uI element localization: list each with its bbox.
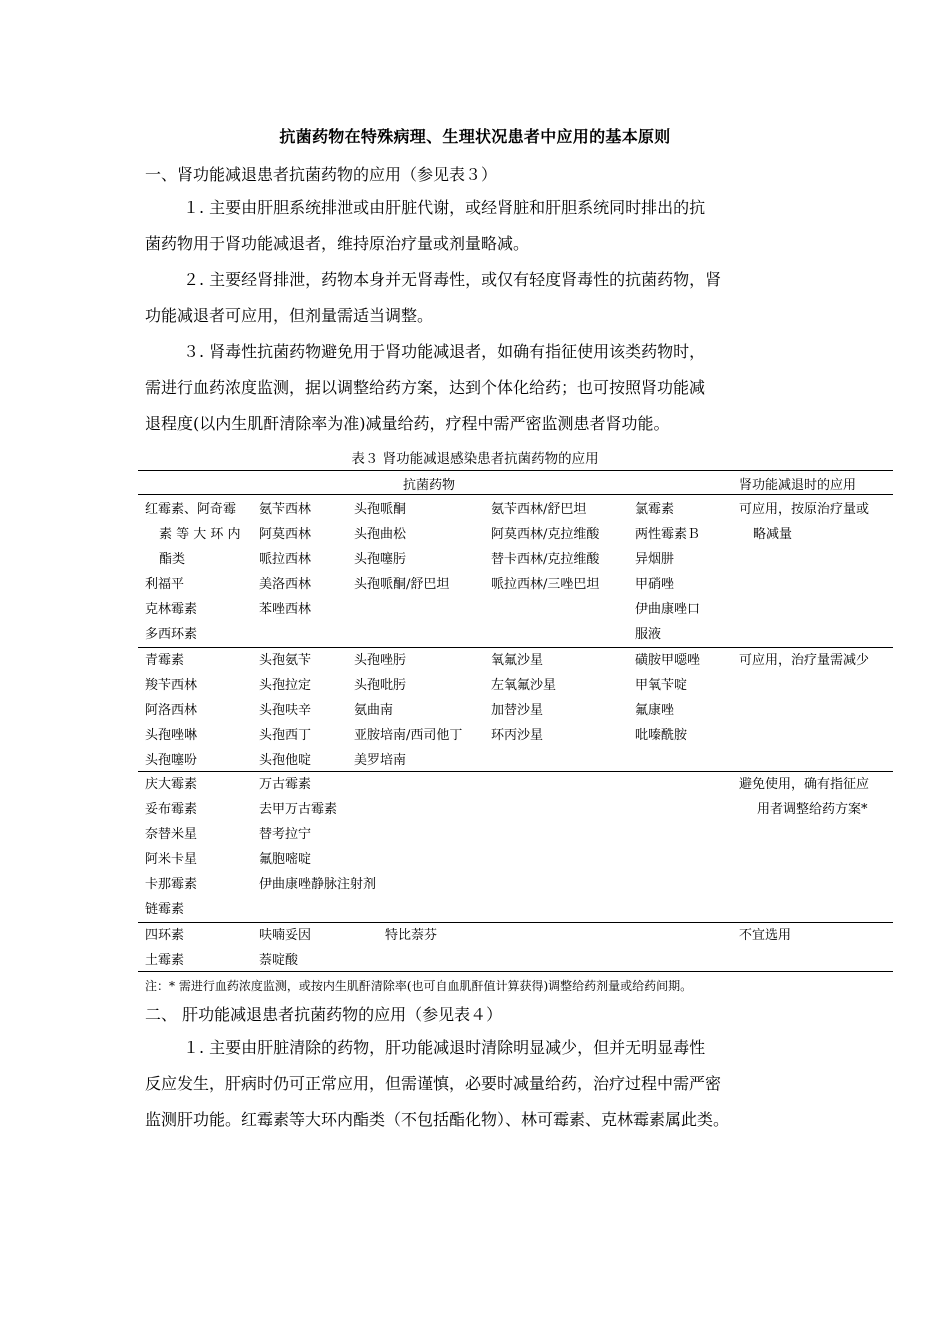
table-cell: 卡那霉素 [145,877,198,892]
table-group-2-col-4 [491,648,556,748]
table-group-4-col-3 [385,923,437,948]
table-cell: 头孢吡肟 [354,678,407,693]
table-cell: 略减量 [753,527,793,542]
table-cell: 美洛西林 [259,577,312,592]
table-header-rule [138,494,893,495]
table-cell: 奈替米星 [145,827,198,842]
table-group-2-usage [739,648,869,673]
table-cell: 可应用，按原治疗量或 [739,502,870,517]
table-group-3-usage [739,772,869,822]
table-group-1-col-4 [491,497,599,597]
table-cell: 苯唑西林 [259,602,312,617]
table-cell: 特比萘芬 [385,928,438,943]
table-cell: 哌拉西林/三唑巴坦 [491,577,600,592]
table-cell: 阿米卡星 [145,852,198,867]
table-cell: 氟康唑 [635,703,675,718]
table-cell: 去甲万古霉素 [259,802,338,817]
table-cell: 甲硝唑 [635,577,675,592]
table-cell: 美罗培南 [354,753,407,768]
table-header-usage: 肾功能减退时的应用 [739,478,857,493]
table-cell: 头孢哌酮 [354,502,407,517]
table-cell: 克林霉素 [145,602,198,617]
document-title: 抗菌药物在特殊病理、生理状况患者中应用的基本原则 [279,127,671,146]
table-header-drugs: 抗菌药物 [403,478,456,493]
table-cell: 头孢拉定 [259,678,312,693]
table-cell: 庆大霉素 [145,777,198,792]
table-cell: 吡嗪酰胺 [635,728,688,743]
table-cell: 替卡西林/克拉维酸 [491,552,600,567]
table-cell: 头孢氨苄 [259,653,312,668]
table-group-2-col-2 [259,648,311,773]
table-cell: 素 等 大 环 内 [159,527,241,542]
paragraph-line: １. 主要由肝胆系统排泄或由肝脏代谢，或经肾脏和肝胆系统同时排出的抗 [183,198,706,217]
table-cell: 头孢噻吩 [145,753,198,768]
table-cell: 青霉素 [145,653,185,668]
table-cell: 链霉素 [145,902,185,917]
table-cell: 头孢唑肟 [354,653,407,668]
table-cell: 多西环素 [145,627,198,642]
paragraph-line: 监测肝功能。红霉素等大环内酯类（不包括酯化物）、林可霉素、克林霉素属此类。 [145,1110,730,1129]
table-group-1-col-2 [259,497,311,622]
table-cell: 伊曲康唑静脉注射剂 [259,877,377,892]
paragraph-line: ２. 主要经肾排泄，药物本身并无肾毒性，或仅有轻度肾毒性的抗菌药物，肾 [183,270,722,289]
table-cell: 亚胺培南/西司他丁 [354,728,463,743]
table-cell: 环丙沙星 [491,728,544,743]
table-group-1-col-5 [635,497,700,647]
paragraph-line: 菌药物用于肾功能减退者，维持原治疗量或剂量略减。 [145,234,530,253]
table-cell: 头孢唑啉 [145,728,198,743]
table-cell: 加替沙星 [491,703,544,718]
table-cell: 氨曲南 [354,703,394,718]
table-cell: 氯霉素 [635,502,675,517]
paragraph-line: 退程度(以内生肌酐清除率为准)减量给药，疗程中需严密监测患者肾功能。 [145,414,670,433]
table-cell: 土霉素 [145,953,185,968]
paragraph-line: ３. 肾毒性抗菌药物避免用于肾功能减退者，如确有指征使用该类药物时， [183,342,706,361]
table-cell: 四环素 [145,928,185,943]
table-cell: 伊曲康唑口 [635,602,701,617]
table-cell: 异烟肼 [635,552,675,567]
table-top-rule [138,470,893,471]
table-cell: 羧苄西林 [145,678,198,693]
table-cell: 红霉素、阿奇霉 [145,502,237,517]
table-cell: 头孢他啶 [259,753,312,768]
table-cell: 不宜选用 [739,928,792,943]
paragraph-line: 功能减退者可应用，但剂量需适当调整。 [145,306,434,325]
paragraph-line: 反应发生，肝病时仍可正常应用，但需谨慎，必要时减量给药，治疗过程中需严密 [145,1074,722,1093]
table-cell: 头孢哌酮/舒巴坦 [354,577,450,592]
table-cell: 阿莫西林/克拉维酸 [491,527,600,542]
table-cell: 萘啶酸 [259,953,299,968]
section2-paragraph-1 [145,1030,810,1138]
table-cell: 避免使用，确有指征应 [739,777,870,792]
section1-paragraph-1 [145,190,810,262]
table-cell: 头孢曲松 [354,527,407,542]
table-cell: 阿莫西林 [259,527,312,542]
table-cell: 头孢西丁 [259,728,312,743]
section2-heading: 二、 肝功能减退患者抗菌药物的应用（参见表４） [145,1005,503,1024]
table-cell: 可应用，治疗量需减少 [739,653,870,668]
table-cell: 甲氧苄啶 [635,678,688,693]
section1-paragraph-3 [145,334,810,442]
table-cell: 酯类 [159,552,186,567]
table-group-4-col-2 [259,923,311,973]
section1-heading: 一、肾功能减退患者抗菌药物的应用（参见表３） [145,165,498,184]
table-group-2-col-1 [145,648,197,773]
table-cell: 氧氟沙星 [491,653,544,668]
table-caption: 表３ 肾功能减退感染患者抗菌药物的应用 [351,451,599,467]
table-cell: 用者调整给药方案* [757,802,868,817]
table-cell: 左氧氟沙星 [491,678,557,693]
table-group-4-usage [739,923,791,948]
table-cell: 妥布霉素 [145,802,198,817]
table-cell: 呋喃妥因 [259,928,312,943]
table-group-1-col-1 [145,497,241,647]
table-cell: 氨苄西林/舒巴坦 [491,502,587,517]
paragraph-line: 需进行血药浓度监测，据以调整给药方案，达到个体化给药；也可按照肾功能减 [145,378,706,397]
table-group-4-col-1 [145,923,184,973]
table-cell: 头孢呋辛 [259,703,312,718]
table-cell: 两性霉素Ｂ [635,527,701,542]
table-cell: 磺胺甲噁唑 [635,653,701,668]
table-cell: 氨苄西林 [259,502,312,517]
table-group-1-usage [739,497,869,547]
table-group-2-col-3 [354,648,462,773]
table-bottom-rule [138,971,893,972]
table-cell: 氟胞嘧啶 [259,852,312,867]
table-cell: 阿洛西林 [145,703,198,718]
table-cell: 利福平 [145,577,185,592]
table-group-2-col-5 [635,648,700,748]
table-cell: 服液 [635,627,662,642]
table-group-3-col-1 [145,772,197,922]
table-note: 注：* 需进行血药浓度监测，或按内生肌酐清除率(也可自血肌酐值计算获得)调整给药剂量或给药间期。 [145,979,693,993]
section1-paragraph-2 [145,262,810,334]
table-group-3-col-2 [259,772,376,897]
table-cell: 万古霉素 [259,777,312,792]
table-cell: 头孢噻肟 [354,552,407,567]
table-cell: 哌拉西林 [259,552,312,567]
table-cell: 替考拉宁 [259,827,312,842]
paragraph-line: １. 主要由肝脏清除的药物，肝功能减退时清除明显减少，但并无明显毒性 [183,1038,706,1057]
table-group-1-col-3 [354,497,449,597]
